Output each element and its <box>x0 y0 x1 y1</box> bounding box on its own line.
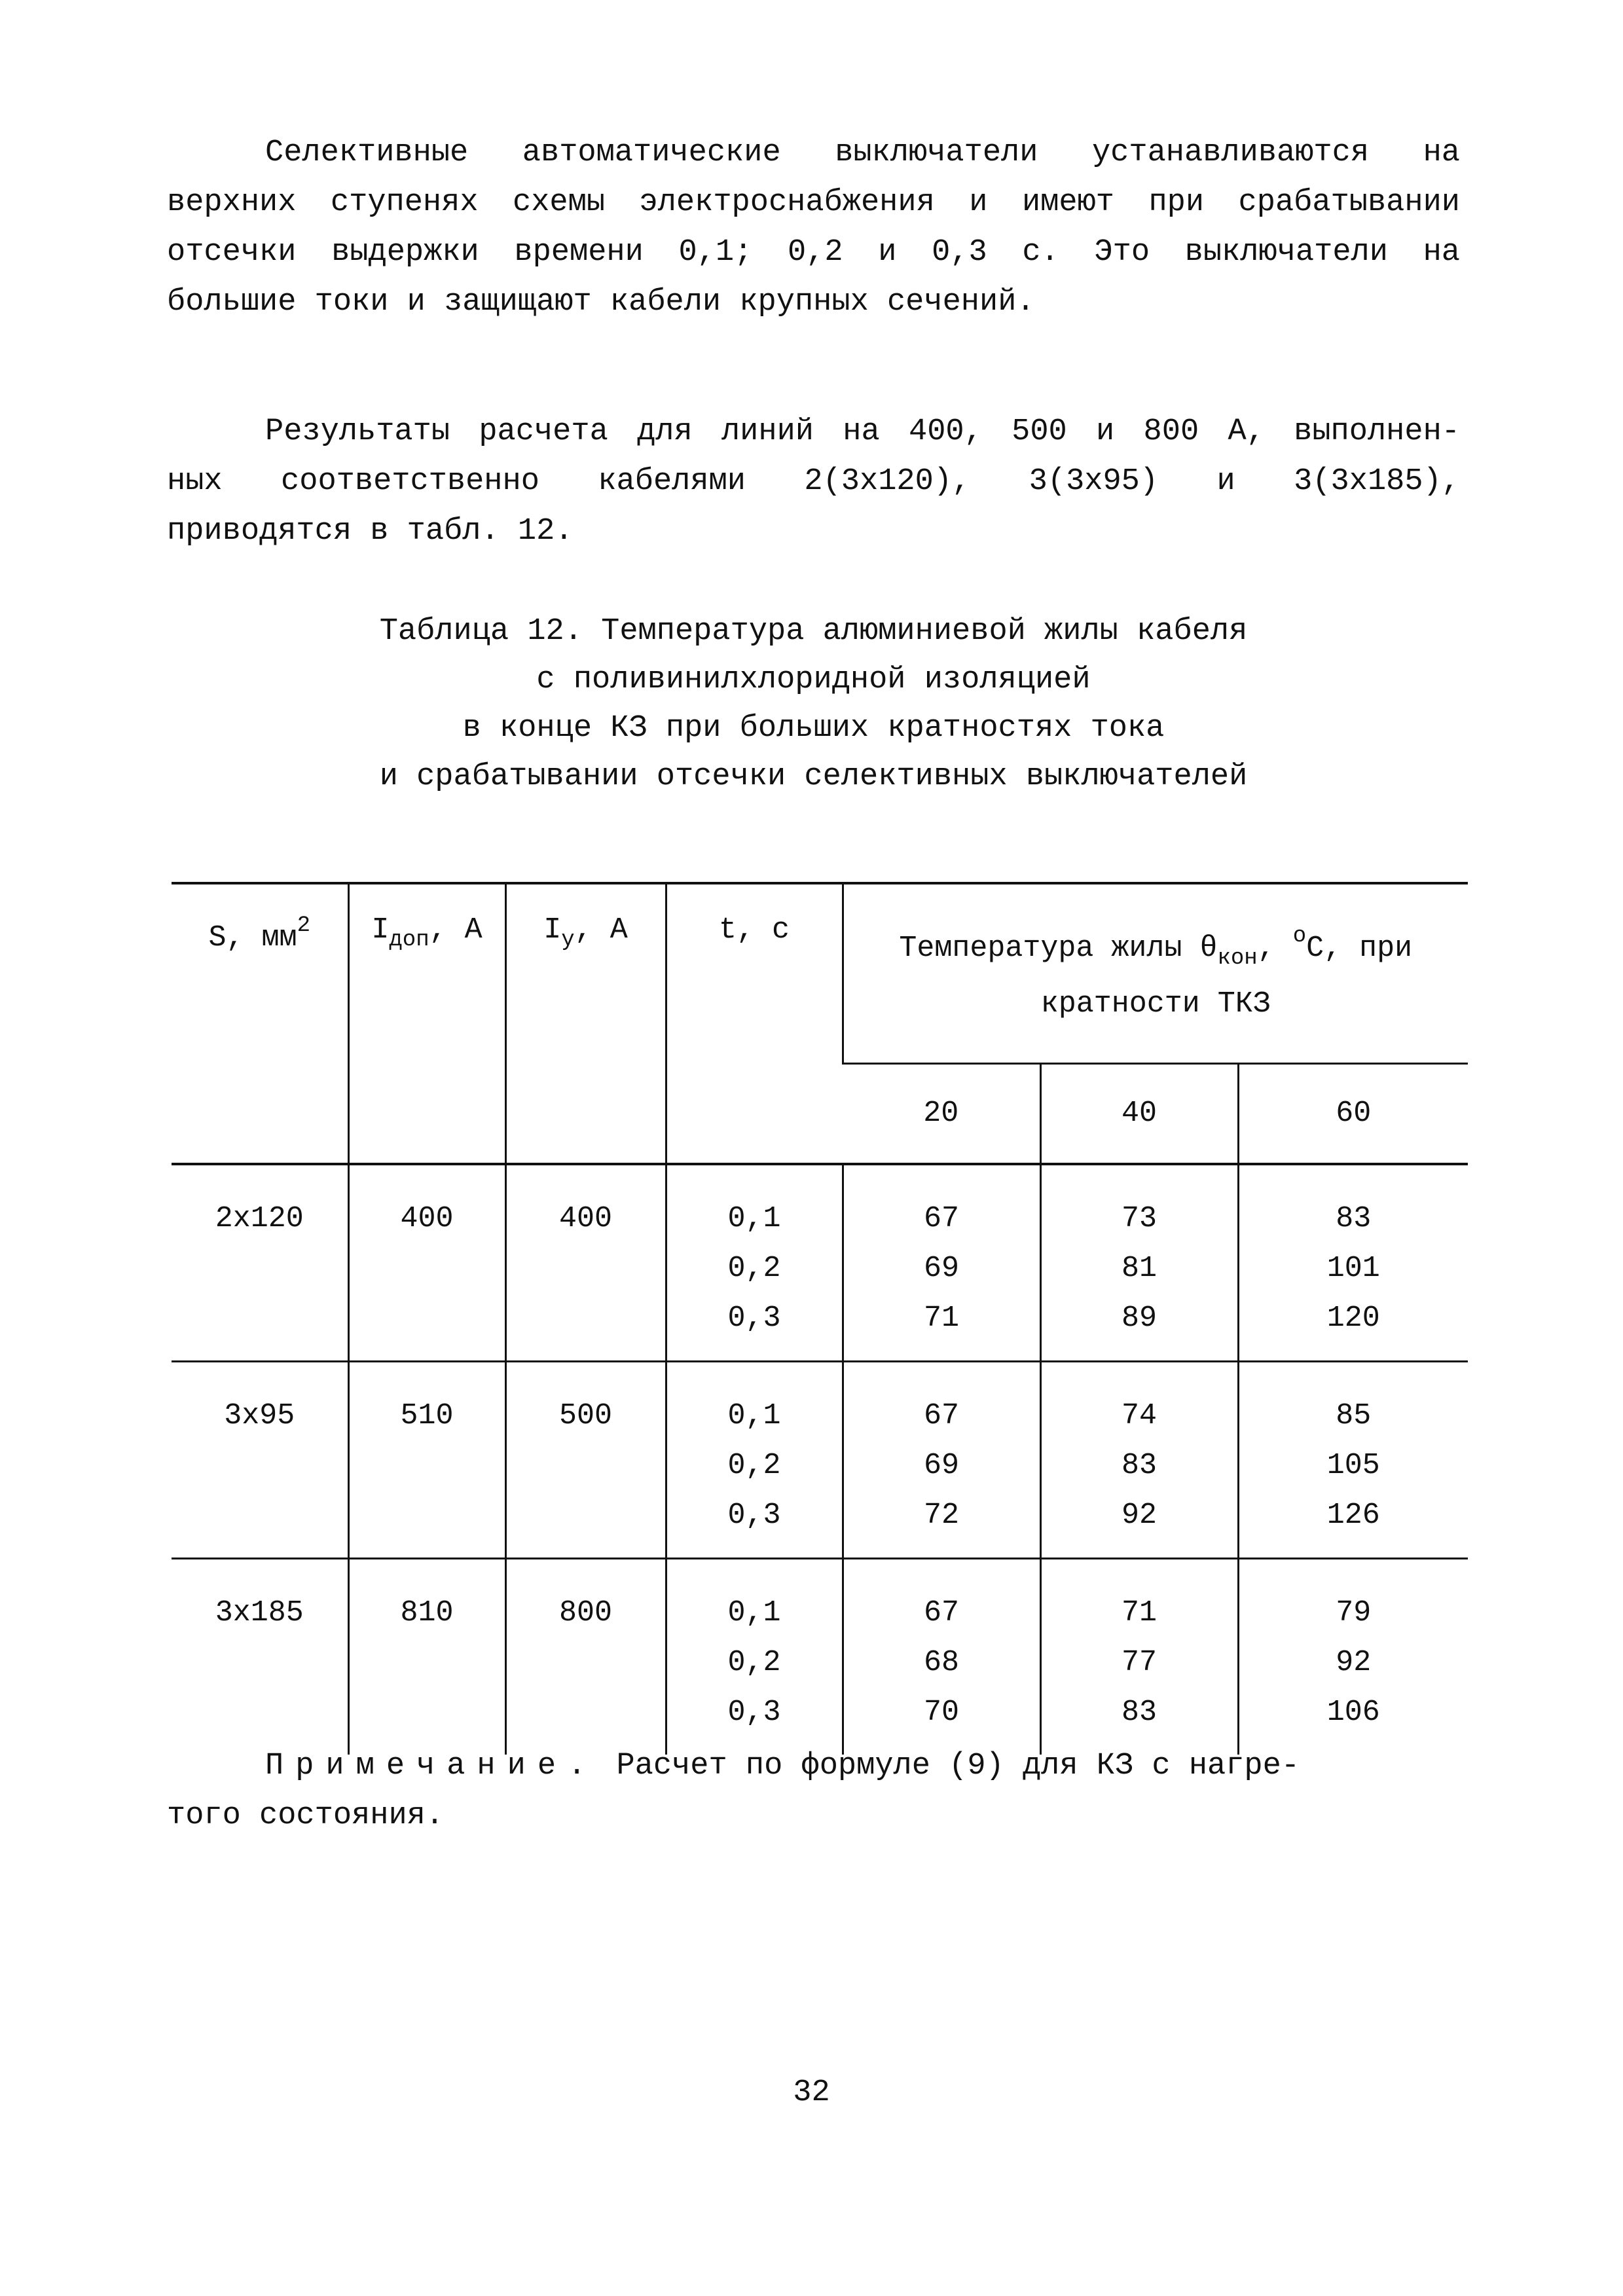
cell-k20: 67 69 72 <box>843 1362 1040 1559</box>
caption-line: с поливинилхлоридной изоляцией <box>536 663 1091 697</box>
page-number: 32 <box>793 2075 830 2110</box>
paragraph-line: верхних ступенях схемы электроснабжения и имеют при срабатывании <box>167 185 1460 220</box>
header-iy: $I_у$, А <box>505 883 666 1164</box>
cell-idop: 510 <box>348 1362 505 1559</box>
cell-k40: 71 77 83 <box>1040 1559 1238 1755</box>
cell-time: 0,1 0,2 0,3 <box>666 1362 843 1559</box>
note-text-2: того состояния. <box>167 1798 445 1833</box>
header-section: S, $мм^2$ <box>172 883 348 1164</box>
paragraph-line: отсечки выдержки времени 0,1; 0,2 и 0,3 с. Это выключатели на <box>167 235 1460 270</box>
cell-iy: 800 <box>505 1559 666 1755</box>
caption-line: в конце КЗ при больших кратностях тока <box>462 711 1165 746</box>
cell-k60: 85 105 126 <box>1238 1362 1468 1559</box>
cell-iy: 500 <box>505 1362 666 1559</box>
table-row <box>172 1164 1468 1362</box>
cell-section: 3х185 <box>172 1559 348 1755</box>
temperature-table <box>172 882 1468 1755</box>
paragraph-line: Результаты расчета для линий на 400, 500 и 800 А, выполнен- <box>265 414 1460 449</box>
caption-line: Таблица 12. Температура алюминиевой жилы кабеля <box>379 614 1248 649</box>
header-multiple-20: 20 <box>843 1064 1040 1165</box>
cell-k60: 83 101 120 <box>1238 1164 1468 1362</box>
header-time: t, с <box>666 883 843 1164</box>
header-idop: $I_{доп}$, А <box>348 883 505 1164</box>
cell-idop: 400 <box>348 1164 505 1362</box>
paragraph-line: ных соответственно кабелями 2(3х120), 3(3х95) и 3(3х185), <box>167 464 1460 499</box>
caption-line: и срабатывании отсечки селективных выключателей <box>379 759 1248 794</box>
paragraph-line: Селективные автоматические выключатели устанавливаются на <box>265 136 1460 170</box>
cell-section: 3х95 <box>172 1362 348 1559</box>
cell-idop: 810 <box>348 1559 505 1755</box>
cell-k40: 74 83 92 <box>1040 1362 1238 1559</box>
cell-k20: 67 68 70 <box>843 1559 1040 1755</box>
table-note <box>167 1741 1460 1841</box>
cell-time: 0,1 0,2 0,3 <box>666 1559 843 1755</box>
header-temperature: Температура жилы $\theta_{кон}$, $^о$С, при кратности ТКЗ <box>843 883 1468 1064</box>
cell-time: 0,1 0,2 0,3 <box>666 1164 843 1362</box>
table-caption <box>167 608 1460 801</box>
header-multiple-40: 40 <box>1040 1064 1238 1165</box>
paragraph-line: большие токи и защищают кабели крупных сечений. <box>167 285 1035 319</box>
cell-k20: 67 69 71 <box>843 1164 1040 1362</box>
paragraph-1 <box>167 128 1460 327</box>
note-text-1: Расчет по формуле (9) для КЗ с нагре- <box>598 1749 1300 1783</box>
cell-section: 2х120 <box>172 1164 348 1362</box>
paragraph-line: приводятся в табл. 12. <box>167 514 574 549</box>
cell-k40: 73 81 89 <box>1040 1164 1238 1362</box>
cell-iy: 400 <box>505 1164 666 1362</box>
note-label: Примечание. <box>265 1749 598 1783</box>
paragraph-2 <box>167 407 1460 556</box>
table-row <box>172 1362 1468 1559</box>
cell-k60: 79 92 106 <box>1238 1559 1468 1755</box>
table-row <box>172 1559 1468 1755</box>
header-multiple-60: 60 <box>1238 1064 1468 1165</box>
